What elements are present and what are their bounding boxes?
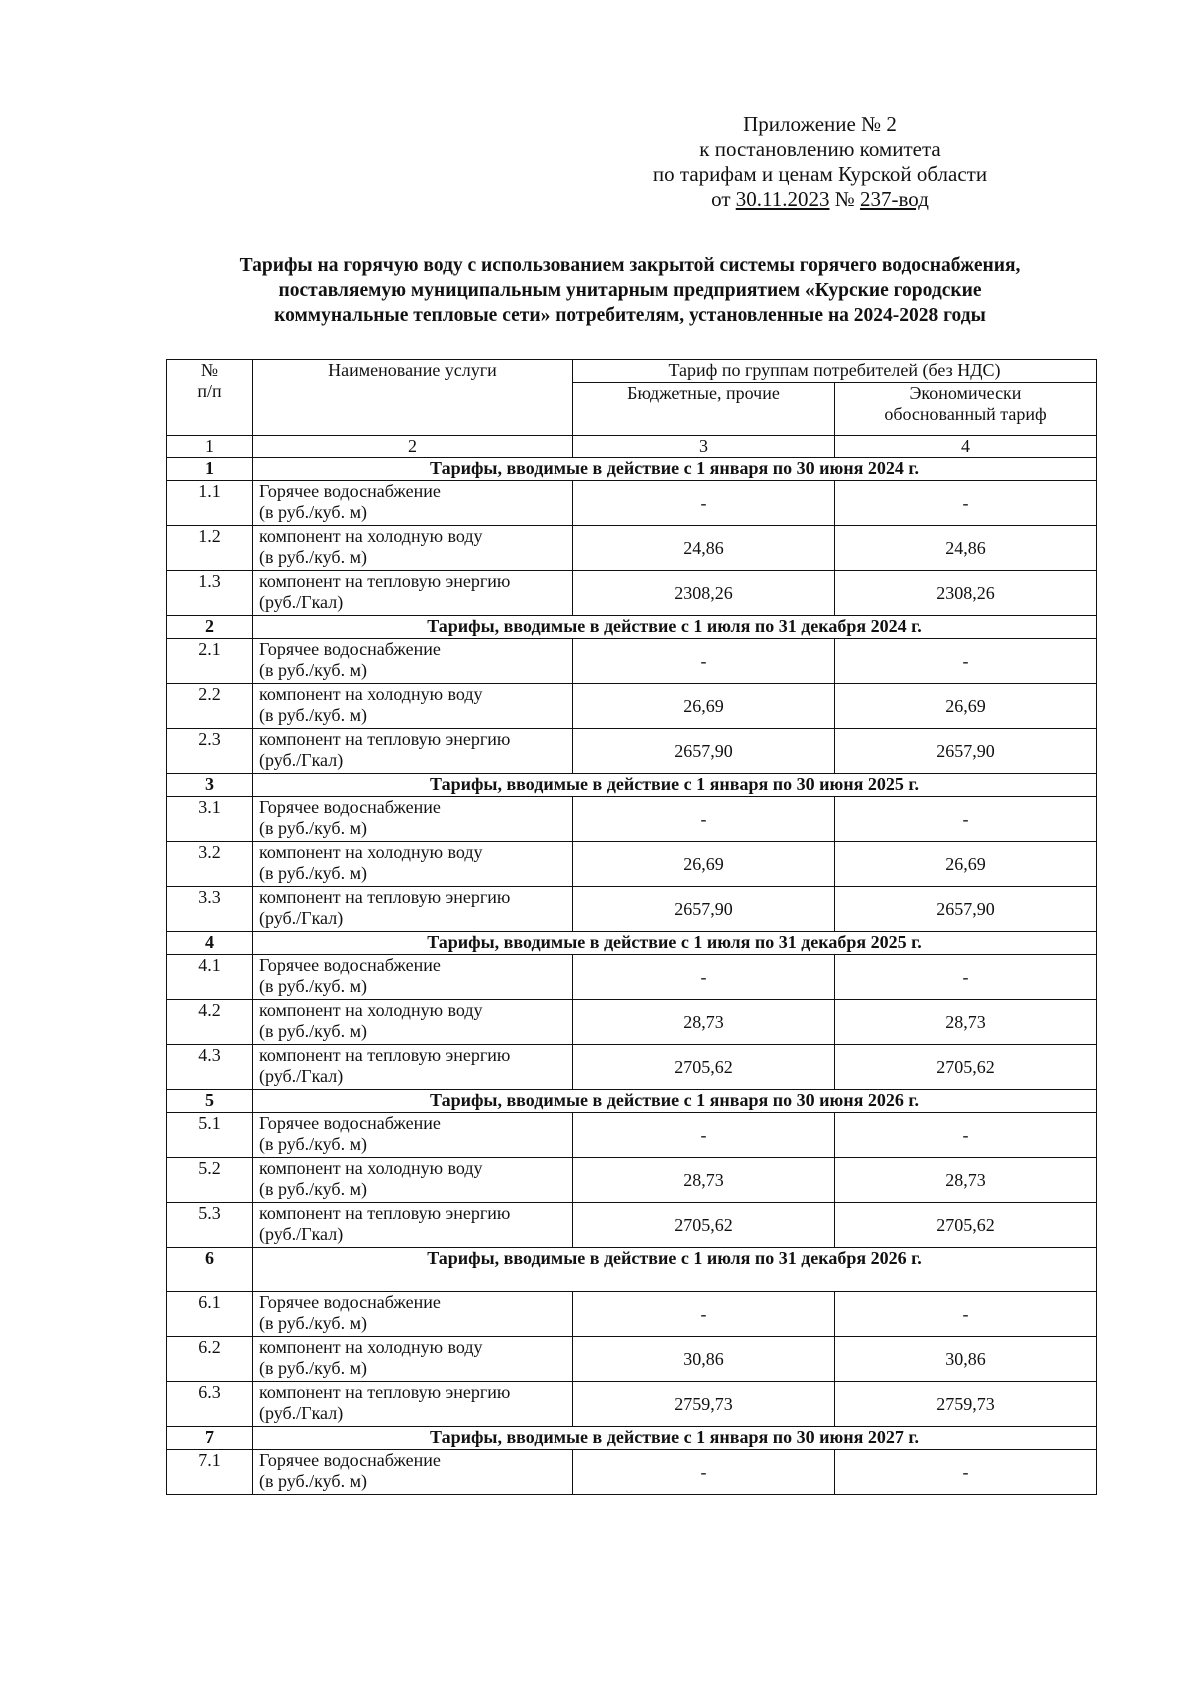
table-row [167, 1158, 1097, 1203]
service-name: Горячее водоснабжение [259, 481, 441, 501]
budget-tariff-value: - [573, 955, 835, 1000]
econ-tariff-value: 26,69 [835, 684, 1097, 729]
budget-tariff-value: - [573, 639, 835, 684]
table-row [167, 481, 1097, 526]
appendix-committee-line: по тарифам и ценам Курской области [652, 162, 988, 186]
service-name-cell [253, 1158, 573, 1203]
service-name-cell [253, 639, 573, 684]
section-number: 1 [167, 458, 253, 481]
service-name: Горячее водоснабжение [259, 1113, 441, 1133]
row-number: 2.1 [167, 639, 253, 684]
section-row [167, 616, 1097, 639]
econ-tariff-value: - [835, 1450, 1097, 1495]
row-number: 4.3 [167, 1045, 253, 1090]
econ-tariff-value: 28,73 [835, 1158, 1097, 1203]
table-row [167, 1045, 1097, 1090]
econ-tariff-value: 26,69 [835, 842, 1097, 887]
appendix-number: 237-вод [860, 187, 929, 211]
service-unit: (руб./Гкал) [259, 750, 344, 770]
service-name: Горячее водоснабжение [259, 1450, 441, 1470]
budget-tariff-value: 2657,90 [573, 729, 835, 774]
service-unit: (в руб./куб. м) [259, 976, 367, 996]
budget-tariff-value: 26,69 [573, 842, 835, 887]
econ-tariff-value: - [835, 1113, 1097, 1158]
row-number: 5.2 [167, 1158, 253, 1203]
service-name: Горячее водоснабжение [259, 1292, 441, 1312]
service-name-cell [253, 1337, 573, 1382]
section-row [167, 1090, 1097, 1113]
service-name-cell [253, 797, 573, 842]
row-number: 7.1 [167, 1450, 253, 1495]
row-number: 3.3 [167, 887, 253, 932]
column-number-cell: 4 [835, 436, 1097, 458]
econ-tariff-value: - [835, 481, 1097, 526]
appendix-date: 30.11.2023 [735, 187, 830, 211]
title-line-1: Тарифы на горячую воду с использованием закрытой системы горячего водоснабжения, [239, 255, 1021, 276]
econ-tariff-value: 24,86 [835, 526, 1097, 571]
budget-tariff-value: 24,86 [573, 526, 835, 571]
header-econ-line1: Экономически [909, 382, 1022, 403]
service-unit: (в руб./куб. м) [259, 1358, 367, 1378]
row-number: 3.1 [167, 797, 253, 842]
service-unit: (в руб./куб. м) [259, 660, 367, 680]
budget-tariff-value: - [573, 1113, 835, 1158]
section-number: 4 [167, 932, 253, 955]
econ-tariff-value: - [835, 797, 1097, 842]
section-number: 5 [167, 1090, 253, 1113]
service-name-cell [253, 1292, 573, 1337]
budget-tariff-value: - [573, 481, 835, 526]
table-row [167, 526, 1097, 571]
service-name: компонент на тепловую энергию [259, 887, 511, 907]
column-number-cell: 1 [167, 436, 253, 458]
section-row [167, 932, 1097, 955]
appendix-date-prefix: от [711, 187, 736, 211]
budget-tariff-value: 26,69 [573, 684, 835, 729]
service-unit: (в руб./куб. м) [259, 1471, 367, 1491]
row-number: 1.3 [167, 571, 253, 616]
header-service-cell: Наименование услуги [253, 360, 573, 436]
appendix-title: Приложение № 2 [743, 112, 897, 136]
service-unit: (в руб./куб. м) [259, 705, 367, 725]
row-number: 2.2 [167, 684, 253, 729]
section-title: Тарифы, вводимые в действие с 1 января по 30 июня 2027 г. [253, 1427, 1097, 1450]
service-unit: (руб./Гкал) [259, 1224, 344, 1244]
service-name-cell [253, 842, 573, 887]
service-name-cell [253, 1450, 573, 1495]
econ-tariff-value: - [835, 639, 1097, 684]
column-number-cell: 2 [253, 436, 573, 458]
service-unit: (в руб./куб. м) [259, 1021, 367, 1041]
header-econ-cell [835, 382, 1097, 435]
header-econ-line2: обоснованный тариф [884, 403, 1047, 424]
service-name: компонент на тепловую энергию [259, 1382, 511, 1402]
section-title: Тарифы, вводимые в действие с 1 июля по 31 декабря 2024 г. [253, 616, 1097, 639]
table-row [167, 684, 1097, 729]
header-tariff-group-cell: Тариф по группам потребителей (без НДС) [573, 360, 1097, 383]
table-row [167, 1382, 1097, 1427]
budget-tariff-value: 30,86 [573, 1337, 835, 1382]
service-name-cell [253, 481, 573, 526]
row-number: 4.1 [167, 955, 253, 1000]
table-row [167, 797, 1097, 842]
table-row [167, 1292, 1097, 1337]
budget-tariff-value: - [573, 797, 835, 842]
service-name-cell [253, 684, 573, 729]
budget-tariff-value: - [573, 1450, 835, 1495]
header-num-abbrev: п/п [197, 381, 222, 401]
table-row [167, 955, 1097, 1000]
row-number: 6.1 [167, 1292, 253, 1337]
table-row [167, 1450, 1097, 1495]
section-title: Тарифы, вводимые в действие с 1 июля по 31 декабря 2026 г. [253, 1248, 1097, 1292]
section-title: Тарифы, вводимые в действие с 1 января по 30 июня 2024 г. [253, 458, 1097, 481]
service-name-cell [253, 955, 573, 1000]
section-number: 2 [167, 616, 253, 639]
table-row [167, 1203, 1097, 1248]
row-number: 6.3 [167, 1382, 253, 1427]
appendix-date-line [600, 187, 1040, 212]
budget-tariff-value: 2705,62 [573, 1203, 835, 1248]
econ-tariff-value: 2759,73 [835, 1382, 1097, 1427]
econ-tariff-value: - [835, 955, 1097, 1000]
service-unit: (руб./Гкал) [259, 908, 344, 928]
section-title: Тарифы, вводимые в действие с 1 июля по 31 декабря 2025 г. [253, 932, 1097, 955]
econ-tariff-value: 2308,26 [835, 571, 1097, 616]
table-header-row [167, 360, 1097, 383]
tariff-table [166, 359, 1097, 1495]
service-name: компонент на холодную воду [259, 1158, 483, 1178]
section-number: 7 [167, 1427, 253, 1450]
title-line-2: поставляемую муниципальным унитарным предприятием «Курские городские [278, 280, 982, 301]
service-name-cell [253, 1000, 573, 1045]
row-number: 3.2 [167, 842, 253, 887]
service-unit: (в руб./куб. м) [259, 863, 367, 883]
service-name-cell [253, 729, 573, 774]
service-name-cell [253, 1203, 573, 1248]
econ-tariff-value: 2657,90 [835, 729, 1097, 774]
service-unit: (в руб./куб. м) [259, 547, 367, 567]
budget-tariff-value: 2759,73 [573, 1382, 835, 1427]
budget-tariff-value: 28,73 [573, 1000, 835, 1045]
section-title: Тарифы, вводимые в действие с 1 января по 30 июня 2026 г. [253, 1090, 1097, 1113]
econ-tariff-value: 28,73 [835, 1000, 1097, 1045]
table-row [167, 1113, 1097, 1158]
econ-tariff-value: 2705,62 [835, 1203, 1097, 1248]
table-row [167, 729, 1097, 774]
section-number: 6 [167, 1248, 253, 1292]
column-number-cell: 3 [573, 436, 835, 458]
budget-tariff-value: 28,73 [573, 1158, 835, 1203]
row-number: 5.3 [167, 1203, 253, 1248]
budget-tariff-value: 2705,62 [573, 1045, 835, 1090]
service-unit: (руб./Гкал) [259, 592, 344, 612]
section-title: Тарифы, вводимые в действие с 1 января по 30 июня 2025 г. [253, 774, 1097, 797]
section-row [167, 458, 1097, 481]
service-name: компонент на тепловую энергию [259, 729, 511, 749]
service-name: компонент на холодную воду [259, 1337, 483, 1357]
table-row [167, 571, 1097, 616]
service-unit: (в руб./куб. м) [259, 818, 367, 838]
row-number: 2.3 [167, 729, 253, 774]
service-name-cell [253, 1113, 573, 1158]
service-name: компонент на тепловую энергию [259, 1203, 511, 1223]
row-number: 1.2 [167, 526, 253, 571]
table-row [167, 842, 1097, 887]
title-line-3: коммунальные тепловые сети» потребителям, установленные на 2024-2028 годы [274, 305, 986, 326]
service-name: компонент на холодную воду [259, 526, 483, 546]
service-name-cell [253, 526, 573, 571]
service-name: компонент на холодную воду [259, 684, 483, 704]
service-name-cell [253, 1045, 573, 1090]
service-unit: (руб./Гкал) [259, 1403, 344, 1423]
budget-tariff-value: - [573, 1292, 835, 1337]
econ-tariff-value: 2705,62 [835, 1045, 1097, 1090]
header-budget-cell: Бюджетные, прочие [573, 382, 835, 435]
budget-tariff-value: 2657,90 [573, 887, 835, 932]
service-name: Горячее водоснабжение [259, 797, 441, 817]
table-row [167, 639, 1097, 684]
econ-tariff-value: - [835, 1292, 1097, 1337]
table-row [167, 1000, 1097, 1045]
appendix-header [600, 112, 1040, 212]
service-name-cell [253, 1382, 573, 1427]
table-row [167, 1337, 1097, 1382]
column-numbers-row [167, 436, 1097, 458]
service-name: Горячее водоснабжение [259, 955, 441, 975]
appendix-resolution-line: к постановлению комитета [699, 137, 941, 161]
document-title [160, 253, 1100, 328]
section-number: 3 [167, 774, 253, 797]
service-name: компонент на холодную воду [259, 842, 483, 862]
service-name-cell [253, 571, 573, 616]
row-number: 1.1 [167, 481, 253, 526]
service-name: Горячее водоснабжение [259, 639, 441, 659]
budget-tariff-value: 2308,26 [573, 571, 835, 616]
service-unit: (в руб./куб. м) [259, 1134, 367, 1154]
service-name: компонент на холодную воду [259, 1000, 483, 1020]
header-num-cell [167, 360, 253, 436]
service-unit: (в руб./куб. м) [259, 1313, 367, 1333]
service-name-cell [253, 887, 573, 932]
service-name: компонент на тепловую энергию [259, 1045, 511, 1065]
section-row [167, 1248, 1097, 1292]
appendix-number-sign: № [829, 187, 861, 211]
section-row [167, 774, 1097, 797]
service-name: компонент на тепловую энергию [259, 571, 511, 591]
section-row [167, 1427, 1097, 1450]
row-number: 5.1 [167, 1113, 253, 1158]
service-unit: (руб./Гкал) [259, 1066, 344, 1086]
service-unit: (в руб./куб. м) [259, 502, 367, 522]
row-number: 6.2 [167, 1337, 253, 1382]
table-row [167, 887, 1097, 932]
row-number: 4.2 [167, 1000, 253, 1045]
header-num-symbol: № [200, 360, 219, 380]
service-unit: (в руб./куб. м) [259, 1179, 367, 1199]
econ-tariff-value: 2657,90 [835, 887, 1097, 932]
econ-tariff-value: 30,86 [835, 1337, 1097, 1382]
